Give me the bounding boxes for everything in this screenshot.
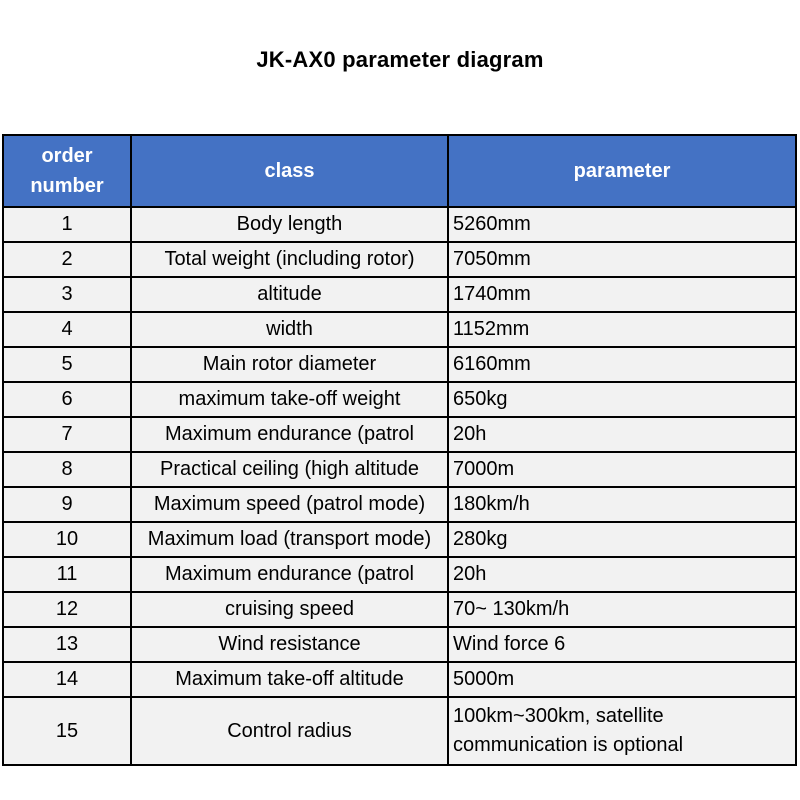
row-parameter: 280kg [448,522,796,557]
parameter-table [2,134,797,766]
row-parameter: 7000m [448,452,796,487]
row-class: width [131,312,448,347]
page-title: JK-AX0 parameter diagram [256,46,544,72]
row-number: 5 [3,347,131,382]
table-row [3,662,796,697]
table-row [3,347,796,382]
row-number: 11 [3,557,131,592]
row-class: Maximum load (transport mode) [131,522,448,557]
row-number: 14 [3,662,131,697]
row-class: Practical ceiling (high altitude [131,452,448,487]
row-parameter: 180km/h [448,487,796,522]
row-number: 7 [3,417,131,452]
row-class: Maximum take-off altitude [131,662,448,697]
row-class: altitude [131,277,448,312]
row-class: Maximum endurance (patrol [131,417,448,452]
row-parameter: 100km~300km, satellite communication is optional [448,697,796,765]
row-parameter: 5260mm [448,207,796,242]
row-number: 8 [3,452,131,487]
row-number: 10 [3,522,131,557]
table-row [3,277,796,312]
row-parameter: Wind force 6 [448,627,796,662]
row-class: Main rotor diameter [131,347,448,382]
row-number: 4 [3,312,131,347]
row-parameter: 6160mm [448,347,796,382]
table-row [3,487,796,522]
row-parameter: 20h [448,417,796,452]
table-row [3,627,796,662]
row-class: cruising speed [131,592,448,627]
title-area [0,0,800,135]
header-class: class [131,135,448,207]
row-class: Maximum endurance (patrol [131,557,448,592]
row-parameter: 650kg [448,382,796,417]
table-header-row [3,135,796,207]
table-row [3,242,796,277]
table-row [3,312,796,347]
table-row [3,557,796,592]
table-row [3,417,796,452]
header-parameter: parameter [448,135,796,207]
row-number: 12 [3,592,131,627]
table-row [3,522,796,557]
table-row [3,452,796,487]
row-number: 6 [3,382,131,417]
row-number: 13 [3,627,131,662]
row-number: 1 [3,207,131,242]
row-number: 3 [3,277,131,312]
row-class: Maximum speed (patrol mode) [131,487,448,522]
row-class: Wind resistance [131,627,448,662]
row-class: maximum take-off weight [131,382,448,417]
row-parameter: 5000m [448,662,796,697]
row-number: 9 [3,487,131,522]
row-parameter: 1740mm [448,277,796,312]
row-parameter: 70~ 130km/h [448,592,796,627]
table-row [3,382,796,417]
table-row [3,697,796,765]
row-number: 2 [3,242,131,277]
row-number: 15 [3,697,131,765]
row-parameter: 7050mm [448,242,796,277]
row-class: Total weight (including rotor) [131,242,448,277]
header-order-number: order number [3,135,131,207]
row-class: Control radius [131,697,448,765]
row-parameter: 1152mm [448,312,796,347]
table-row [3,592,796,627]
row-parameter: 20h [448,557,796,592]
table-row [3,207,796,242]
row-class: Body length [131,207,448,242]
